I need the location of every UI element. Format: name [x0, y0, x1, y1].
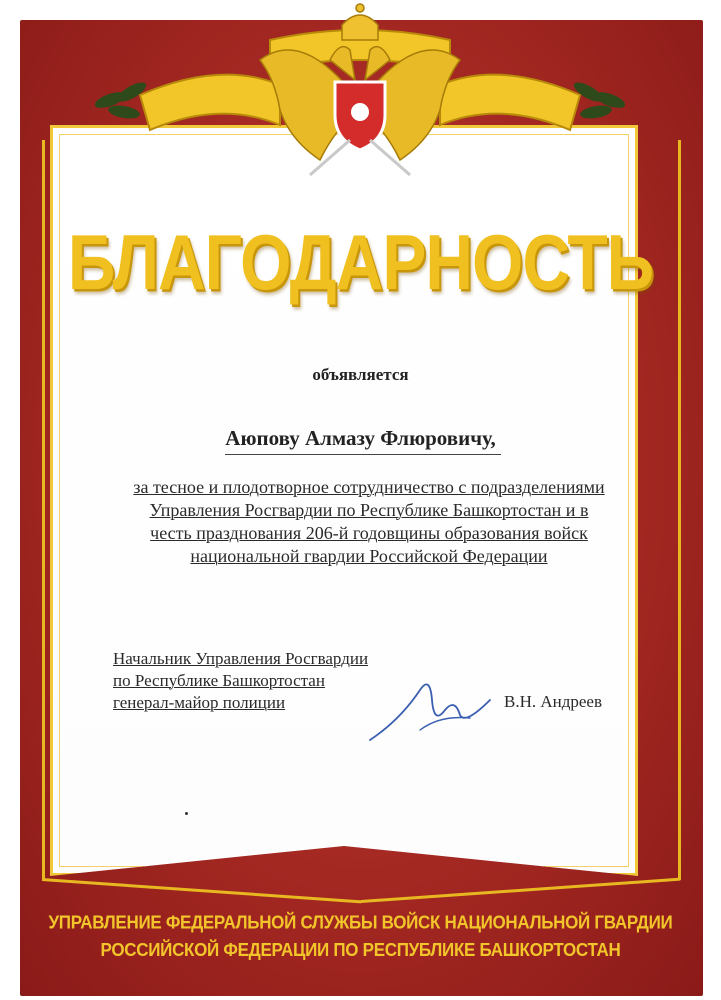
signatory-line: Начальник Управления Росгвардии: [113, 649, 369, 668]
shield: [335, 82, 385, 150]
citation-line: Управления Росгвардии по Республике Башкортостан и в: [149, 500, 589, 520]
signatory-line: по Республике Башкортостан: [113, 671, 325, 690]
footer-line: РОССИЙСКОЙ ФЕДЕРАЦИИ ПО РЕСПУБЛИКЕ БАШКОРТОСТАН: [100, 939, 621, 961]
issuer-footer: [0, 909, 721, 964]
citation-line: честь празднования 206-й годовщины образования войск: [150, 523, 588, 543]
crown: [342, 4, 378, 40]
recipient-name: Аюпову Алмазу Флюровичу,: [225, 426, 496, 450]
signer-name: В.Н. Андреев: [504, 692, 603, 711]
rosgvardia-eagle-emblem-icon: [80, 0, 640, 210]
gold-border-bottom-right: [361, 878, 680, 903]
citation-line: за тесное и плодотворное сотрудничество с подразделениями: [133, 477, 605, 497]
signatory-line: генерал-майор полиции: [113, 693, 286, 712]
citation-text: [110, 476, 628, 568]
citation-line: национальной гвардии Российской Федерации: [190, 546, 548, 566]
footer-line: УПРАВЛЕНИЕ ФЕДЕРАЛЬНОЙ СЛУЖБЫ ВОЙСК НАЦИОНАЛЬНОЙ ГВАРДИИ: [48, 911, 673, 933]
announced-text: объявляется: [312, 365, 409, 384]
ink-dot: [185, 812, 188, 815]
signature-icon: [360, 670, 500, 750]
recipient-underline: [225, 454, 501, 455]
gold-border-bottom-left: [42, 878, 361, 903]
certificate-title: БЛАГОДАРНОСТЬ: [67, 218, 654, 306]
